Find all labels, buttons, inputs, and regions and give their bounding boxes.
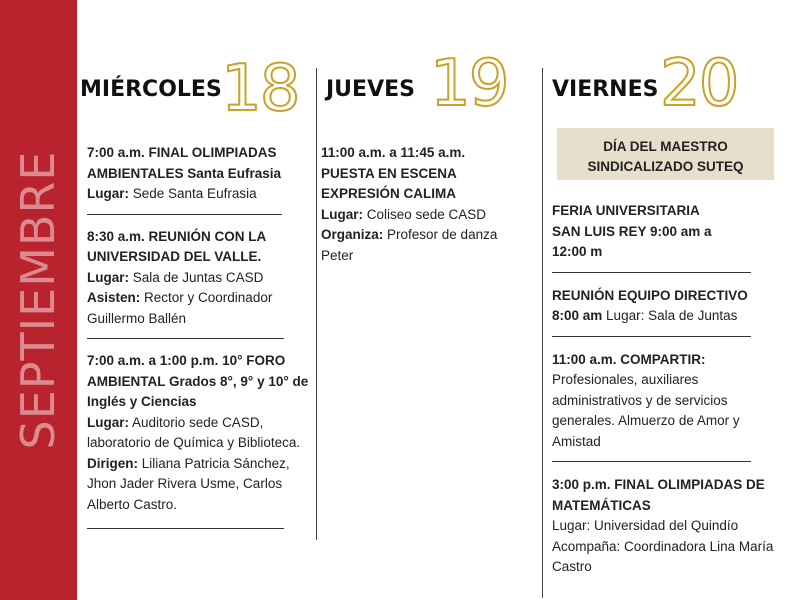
- event-detail-label: Lugar:: [87, 186, 129, 201]
- event-separator: [87, 528, 284, 529]
- event-detail: [321, 225, 521, 266]
- event-detail-label: Asisten:: [87, 290, 141, 305]
- event-time: 8:00 am: [552, 308, 603, 323]
- event-title: 11:00 a.m. a 11:45 a.m. PUESTA EN ESCENA EXPRESIÓN CALIMA: [321, 145, 466, 201]
- day-number-friday: 20: [660, 47, 738, 121]
- day-number-wednesday: 18: [221, 52, 299, 126]
- event-detail-text: Sala de Juntas CASD: [129, 269, 264, 285]
- event-detail: [87, 268, 314, 289]
- friday-events: [552, 128, 792, 578]
- wednesday-events: [87, 143, 314, 529]
- day-name-thursday: JUEVES: [326, 77, 415, 102]
- event-detail-text: Profesionales, auxiliares administrativos y de servicios generales. Almuerzo de Amor y Amistad: [552, 372, 740, 449]
- event-item: [87, 351, 314, 515]
- event-title: 7:00 a.m. a 1:00 p.m. 10° FORO AMBIENTAL Grados 8°, 9° y 10° de Inglés y Ciencias: [87, 353, 309, 409]
- event-title: REUNIÓN EQUIPO DIRECTIVO: [552, 287, 748, 303]
- day-name-friday: VIERNES: [552, 77, 659, 102]
- event-detail-text: Coliseo sede CASD: [363, 206, 487, 222]
- event-detail: [87, 454, 314, 516]
- event-title: 11:00 a.m. COMPARTIR:: [552, 351, 706, 367]
- event-detail-label: Lugar:: [321, 206, 363, 222]
- event-detail: [552, 306, 792, 327]
- column-divider: [542, 68, 543, 598]
- event-detail-label: Dirigen:: [87, 455, 139, 471]
- day-name-wednesday: MIÉRCOLES: [80, 77, 222, 102]
- event-detail-label: Lugar:: [87, 269, 129, 285]
- event-title: 3:00 p.m. FINAL OLIMPIADAS DE MATEMÁTICAS: [552, 477, 765, 513]
- event-separator: [552, 461, 751, 462]
- event-detail-text: Lugar: Universidad del Quindío Acompaña: Coordinadora Lina María Castro: [552, 518, 774, 574]
- event-title: 7:00 a.m. FINAL OLIMPIADAS AMBIENTALES Santa Eufrasia: [87, 145, 282, 181]
- banner-text: DÍA DEL MAESTRO SINDICALIZADO SUTEQ: [587, 139, 744, 174]
- event-separator: [87, 338, 284, 339]
- event-detail-label: Organiza:: [321, 227, 384, 242]
- event-item: [552, 201, 792, 263]
- event-separator: [87, 214, 282, 215]
- event-detail-text: Lugar: Sala de Juntas: [602, 308, 738, 323]
- event-item: [552, 350, 792, 453]
- event-detail: [87, 413, 314, 454]
- event-item: [552, 286, 792, 327]
- event-detail-text: Profesor de danza Peter: [321, 227, 498, 263]
- column-divider: [316, 68, 317, 540]
- event-detail-label: Lugar:: [87, 414, 129, 430]
- month-sidebar: [0, 0, 77, 600]
- event-title: 8:30 a.m. REUNIÓN CON LA UNIVERSIDAD DEL VALLE.: [87, 228, 266, 264]
- event-detail-text: Auditorio sede CASD, laboratorio de Química y Biblioteca.: [87, 414, 301, 450]
- event-item: [321, 143, 521, 266]
- event-detail-text: Rector y Coordinador Guillermo Ballén: [87, 290, 273, 326]
- event-separator: [552, 336, 751, 337]
- event-detail-text: Sede Santa Eufrasia: [129, 186, 257, 201]
- event-detail-text: Liliana Patricia Sánchez, Jhon Jader Rivera Usme, Carlos Alberto Castro.: [87, 455, 290, 512]
- event-item: [87, 143, 314, 205]
- event-separator: [552, 272, 751, 273]
- event-title: FERIA UNIVERSITARIA SAN LUIS REY 9:00 am a 12:00 m: [552, 203, 712, 259]
- holiday-banner: [557, 128, 774, 180]
- event-detail: [87, 184, 314, 205]
- event-detail: [321, 205, 521, 226]
- month-label: SEPTIEMBRE: [11, 150, 65, 450]
- event-item: [552, 475, 792, 578]
- event-detail: [87, 288, 287, 329]
- day-number-thursday: 19: [430, 47, 508, 121]
- event-item: [87, 227, 314, 330]
- thursday-events: [321, 143, 521, 266]
